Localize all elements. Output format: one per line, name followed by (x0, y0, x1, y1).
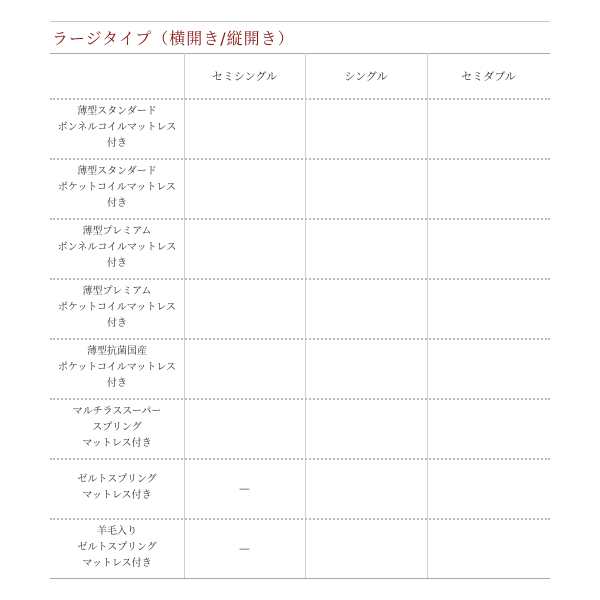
table-cell (184, 98, 305, 158)
table-cell (427, 398, 550, 458)
row-label-line: スプリング (92, 422, 142, 433)
table-cell: — (239, 481, 250, 495)
table-cell (184, 218, 305, 278)
row-label (50, 158, 184, 218)
row-label-line: 薄型プレミアム (82, 226, 152, 237)
table-cell (184, 398, 305, 458)
table-cell (184, 338, 305, 398)
table-cell (305, 518, 427, 578)
row-label-line: 付き (106, 198, 127, 209)
table-cell (305, 158, 427, 218)
row-label-line: 羊毛入り (97, 526, 137, 537)
table-cell (427, 518, 550, 578)
row-label-line: マットレス付き (82, 558, 152, 569)
row-label (50, 338, 184, 398)
table-cell (427, 218, 550, 278)
row-label-line: ポケットコイルマットレス (57, 362, 177, 373)
row-label-line: ボンネルコイルマットレス (57, 242, 177, 253)
row-label-line: 付き (106, 378, 127, 389)
row-label-line: 薄型抗菌国産 (86, 346, 147, 357)
row-label (50, 518, 184, 578)
row-label-line: ゼルトスプリング (77, 474, 157, 485)
size-table (50, 53, 550, 579)
table-cell (427, 158, 550, 218)
row-label-line: マットレス付き (82, 490, 152, 501)
table-cell (427, 278, 550, 338)
row-label-line: マットレス付き (82, 438, 152, 449)
row-label-line: ボンネルコイルマットレス (57, 122, 177, 133)
header-semi-double: セミダブル (461, 69, 516, 83)
table-cell (427, 458, 550, 518)
table-cell (305, 338, 427, 398)
row-label-line: 付き (106, 258, 127, 269)
row-label (50, 398, 184, 458)
row-label-line: 薄型スタンダード (77, 166, 157, 177)
table-cell (305, 278, 427, 338)
row-label-line: 付き (106, 138, 127, 149)
table-cell (305, 98, 427, 158)
header-semi-single: セミシングル (211, 69, 278, 83)
row-label-line: マルチラススーパー (72, 406, 162, 417)
section-title: ラージタイプ（横開き/縦開き） (52, 29, 295, 48)
table-cell (427, 338, 550, 398)
table-cell (184, 278, 305, 338)
row-label-line: ポケットコイルマットレス (57, 182, 177, 193)
table-cell: — (239, 541, 250, 555)
row-label (50, 458, 184, 518)
row-label-line: ゼルトスプリング (77, 542, 157, 553)
row-label-line: 薄型プレミアム (82, 286, 152, 297)
row-label-line: 薄型スタンダード (77, 106, 157, 117)
row-label-line: 付き (106, 318, 127, 329)
row-label-line: ポケットコイルマットレス (57, 302, 177, 313)
row-label (50, 98, 184, 158)
table-cell (305, 458, 427, 518)
row-label (50, 278, 184, 338)
table-bottom-border (50, 578, 550, 579)
table-cell (305, 218, 427, 278)
table-cell (184, 158, 305, 218)
table-cell (427, 98, 550, 158)
table-cell (305, 398, 427, 458)
header-single: シングル (344, 69, 388, 83)
top-divider (50, 21, 550, 22)
row-label (50, 218, 184, 278)
